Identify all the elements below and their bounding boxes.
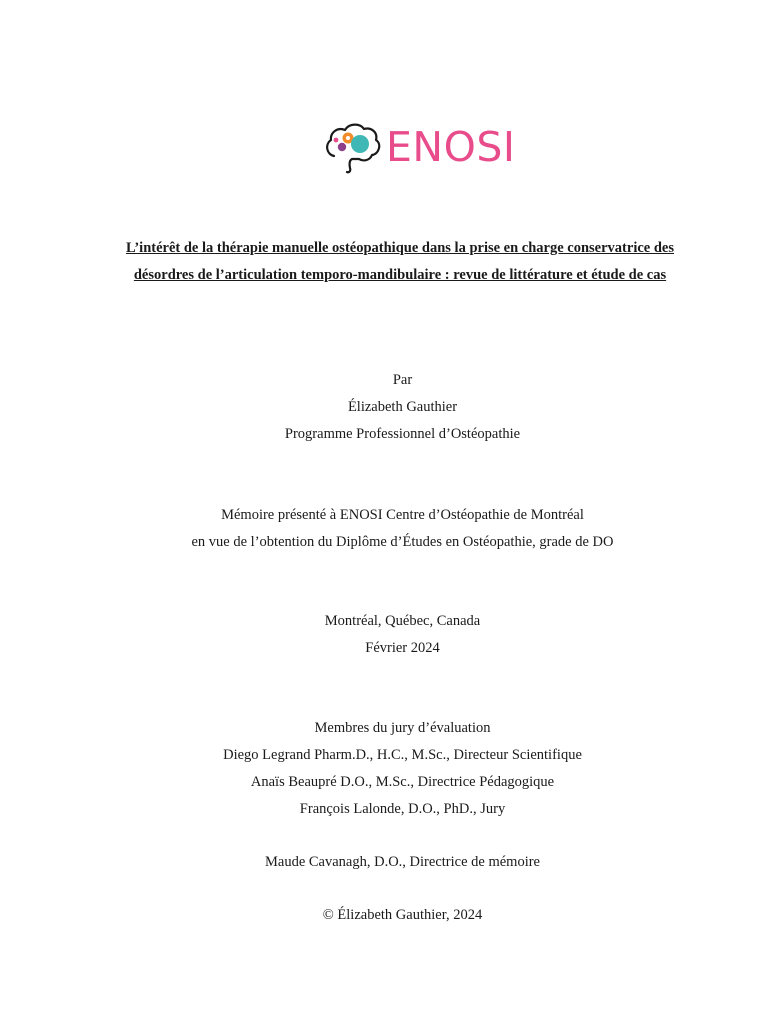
submission-line-1: Mémoire présenté à ENOSI Centre d’Ostéopathie de Montréal: [221, 507, 584, 523]
par-label: Par: [392, 372, 413, 388]
place: Montréal, Québec, Canada: [324, 613, 481, 629]
thesis-director: Maude Cavanagh, D.O., Directrice de mémoire: [265, 854, 540, 870]
jury-member: Diego Legrand Pharm.D., H.C., M.Sc., Directeur Scientifique: [223, 747, 582, 763]
author-name: Élizabeth Gauthier: [347, 399, 458, 415]
enosi-logo: [322, 118, 516, 178]
date: Février 2024: [365, 640, 440, 656]
brain-logo-icon: [322, 118, 386, 178]
jury-heading: Membres du jury d’évaluation: [314, 720, 491, 736]
jury-member: François Lalonde, D.O., PhD., Jury: [299, 801, 506, 817]
thesis-title-text: L’intérêt de la thérapie manuelle ostéopathique dans la prise en charge conservatrice des désordres de l’articulation temporo-mandibulaire : revue de littérature et étude de cas: [126, 240, 674, 283]
program-name: Programme Professionnel d’Ostéopathie: [284, 426, 521, 442]
copyright: © Élizabeth Gauthier, 2024: [322, 907, 483, 923]
thesis-title: [110, 235, 690, 289]
logo-wordmark: ENOSI: [386, 123, 516, 171]
jury-member: Anaïs Beaupré D.O., M.Sc., Directrice Pédagogique: [250, 774, 555, 790]
submission-line-2: en vue de l’obtention du Diplôme d’Études en Ostéopathie, grade de DO: [191, 534, 614, 550]
